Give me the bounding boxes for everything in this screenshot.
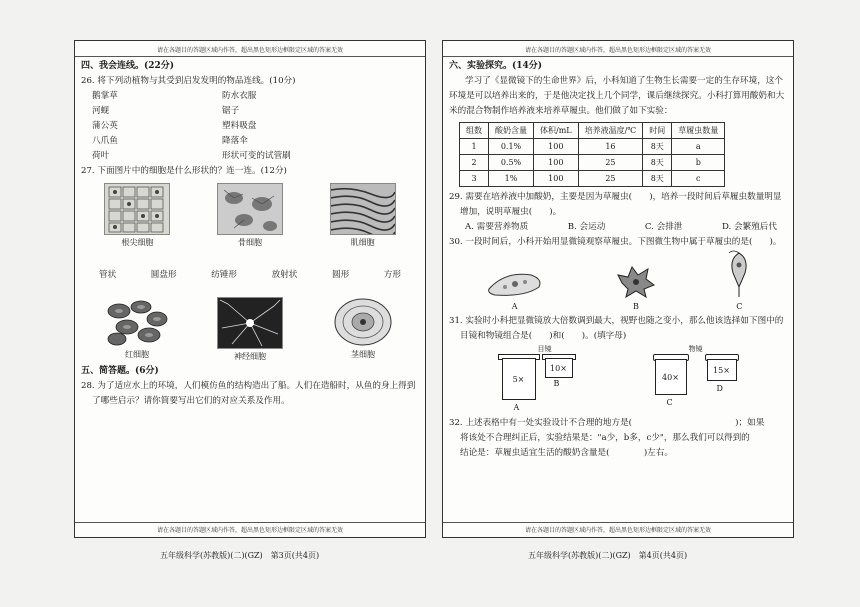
root-tip-cell-image bbox=[104, 183, 170, 235]
nerve-cell-image bbox=[217, 297, 283, 349]
table-cell: c bbox=[672, 171, 725, 187]
eyepiece-group bbox=[474, 346, 594, 416]
shape-option: 纺锤形 bbox=[211, 270, 237, 280]
table-header-cell: 酸奶含量 bbox=[489, 123, 534, 139]
cell-label: 神经细胞 bbox=[234, 352, 266, 361]
lens-magnification: 15× bbox=[713, 365, 730, 375]
question-32-line-2: 将该处不合理纠正后，实验结果是："a少，b多，c少"，那么我们可以得到的 bbox=[460, 433, 750, 443]
match-right-item: 降落伞 bbox=[222, 136, 248, 146]
question-32-line-3: 结论是：草履虫适宜生活的酸奶含量是( )左右。 bbox=[460, 448, 673, 458]
objective-c bbox=[655, 359, 687, 395]
section-4-title: 四、我会连线。(22分) bbox=[81, 61, 175, 71]
exam-page-3 bbox=[74, 40, 426, 538]
table-cell: 1 bbox=[460, 139, 489, 155]
match-left-item: 河蚬 bbox=[92, 106, 110, 116]
table-header-cell: 体积/mL bbox=[534, 123, 579, 139]
shape-option: 管状 bbox=[99, 270, 117, 280]
table-header-cell: 草履虫数量 bbox=[672, 123, 725, 139]
stem-cell-image bbox=[331, 297, 395, 347]
objective-d bbox=[707, 359, 737, 381]
cell-images-bottom bbox=[81, 297, 419, 364]
cell-label: 红细胞 bbox=[125, 350, 149, 359]
option-b: B. 会运动 bbox=[567, 222, 606, 232]
match-right-item: 防水衣服 bbox=[222, 91, 257, 101]
lens-diagram bbox=[449, 346, 787, 416]
table-header-cell: 培养液温度/℃ bbox=[578, 123, 643, 139]
table-cell: a bbox=[672, 139, 725, 155]
answer-area-notice-top: 请在各题目的答题区域内作答，超出黑色矩形边框限定区域的答案无效 bbox=[443, 45, 793, 57]
cell-label: 肌细胞 bbox=[350, 238, 375, 247]
lens-magnification: 40× bbox=[662, 372, 679, 382]
shape-option: 圆形 bbox=[331, 270, 350, 280]
table-cell: 8天 bbox=[643, 155, 672, 171]
page-4-footer: 五年级科学(苏教版)(二)(GZ) 第4页(共4页) bbox=[528, 551, 688, 560]
section-6-title: 六、实验探究。(14分) bbox=[449, 61, 543, 71]
match-right-item: 形状可变的试管刷 bbox=[222, 151, 291, 161]
table-cell: 25 bbox=[578, 155, 643, 171]
question-28: 28. 为了适应水上的环境，人们模仿鱼的结构造出了船。人们在造船时，从鱼的身上得到了哪些启示？请你简要写出它们的对应关系及作用。 bbox=[81, 381, 416, 406]
table-header-row bbox=[460, 123, 725, 139]
eyepiece-b bbox=[545, 358, 573, 378]
experiment-table bbox=[459, 122, 725, 187]
match-left-item: 蒲公英 bbox=[92, 121, 118, 131]
table-row bbox=[460, 139, 725, 155]
question-29: 29. 需要在培养液中加酸奶，主要是因为草履虫( )，培养一段时间后草履虫数量明显增加，说明草履虫( )。 bbox=[449, 192, 782, 217]
page-3-footer: 五年级科学(苏教版)(二)(GZ) 第3页(共4页) bbox=[160, 551, 320, 560]
question-32-line-1: 32. 上述表格中有一处实验设计不合理的地方是( )；如果 bbox=[449, 418, 765, 428]
eyepiece-label: 目镜 bbox=[537, 345, 552, 353]
amoeba-image bbox=[616, 265, 656, 299]
option-c: C. 会排泄 bbox=[644, 222, 683, 232]
table-cell: 0.5% bbox=[489, 155, 534, 171]
question-30: 30. 一段时间后，小科开始用显微镜观察草履虫。下图微生物中属于草履虫的是( )。 bbox=[449, 237, 782, 247]
table-cell: 100 bbox=[534, 139, 579, 155]
question-29-options bbox=[449, 220, 787, 235]
euglena-image bbox=[727, 249, 751, 299]
section-5-title: 五、简答题。(6分) bbox=[81, 366, 159, 376]
red-blood-cell-image bbox=[105, 297, 169, 347]
answer-area-notice-bottom: 请在各题目的答题区域内作答，超出黑色矩形边框限定区域的答案无效 bbox=[75, 522, 425, 534]
lens-id: C bbox=[666, 398, 673, 407]
match-right-item: 塑料吸盘 bbox=[222, 121, 257, 131]
question-26: 26. 将下列动植物与其受到启发发明的物品连线。(10分) bbox=[81, 76, 296, 86]
question-27: 27. 下面图片中的细胞是什么形状的？连一连。(12分) bbox=[81, 166, 287, 176]
cell-label: 骨细胞 bbox=[237, 238, 262, 247]
table-cell: 3 bbox=[460, 171, 489, 187]
table-cell: 100 bbox=[534, 171, 579, 187]
exam-page-4 bbox=[442, 40, 794, 538]
microorganism-images bbox=[449, 256, 787, 314]
table-cell: 0.1% bbox=[489, 139, 534, 155]
objective-label: 物镜 bbox=[688, 345, 703, 353]
question-31: 31. 实验时小科把显微镜放大倍数调到最大，视野也随之变小，那么他该选择如下图中的目镜和物镜组合是( )和( )。(填字母) bbox=[449, 316, 784, 341]
table-cell: 16 bbox=[578, 139, 643, 155]
match-left-item: 荷叶 bbox=[92, 151, 110, 161]
match-left-item: 八爪鱼 bbox=[92, 136, 118, 146]
table-cell: b bbox=[672, 155, 725, 171]
matching-list bbox=[81, 89, 419, 164]
table-header-cell: 组数 bbox=[460, 123, 489, 139]
table-header-cell: 时间 bbox=[643, 123, 672, 139]
paramecium-image bbox=[485, 269, 545, 299]
organism-label: B bbox=[633, 302, 639, 311]
table-row bbox=[460, 171, 725, 187]
cell-label: 根尖细胞 bbox=[121, 238, 154, 247]
shape-option: 方形 bbox=[383, 270, 401, 280]
table-cell: 8天 bbox=[643, 139, 672, 155]
organism-label: A bbox=[511, 302, 518, 311]
option-d: D. 会繁殖后代 bbox=[721, 222, 777, 232]
cell-label: 茎细胞 bbox=[351, 350, 375, 359]
experiment-intro: 学习了《显微镜下的生命世界》后，小科知道了生物生长需要一定的生存环境，这个环境是可以培养出来的，于是他决定找上几个同学，课后继续探究。小科打算用酸奶和大米的混合物制作培养液来培养草履虫。他们做了如下实验： bbox=[449, 76, 785, 116]
match-right-item: 锯子 bbox=[222, 106, 240, 116]
answer-area-notice-bottom: 请在各题目的答题区域内作答，超出黑色矩形边框限定区域的答案无效 bbox=[443, 522, 793, 534]
muscle-cell-image bbox=[330, 183, 396, 235]
lens-id: D bbox=[716, 384, 723, 393]
lens-magnification: 5× bbox=[512, 374, 525, 384]
table-cell: 2 bbox=[460, 155, 489, 171]
option-a: A. 需要营养物质 bbox=[465, 222, 529, 232]
lens-id: A bbox=[513, 403, 520, 412]
table-cell: 100 bbox=[534, 155, 579, 171]
answer-area-notice-top: 请在各题目的答题区域内作答，超出黑色矩形边框限定区域的答案无效 bbox=[75, 45, 425, 57]
shape-option: 放射状 bbox=[271, 270, 298, 280]
table-row bbox=[460, 155, 725, 171]
match-left-item: 鹅掌草 bbox=[92, 91, 118, 101]
table-cell: 25 bbox=[578, 171, 643, 187]
shape-option: 圆盘形 bbox=[150, 270, 177, 280]
shape-options bbox=[81, 268, 419, 283]
lens-id: B bbox=[553, 379, 560, 388]
table-cell: 8天 bbox=[643, 171, 672, 187]
bone-cell-image bbox=[217, 183, 283, 235]
organism-label: C bbox=[736, 302, 743, 311]
objective-group bbox=[643, 346, 763, 416]
cell-images-top bbox=[81, 183, 419, 250]
eyepiece-a bbox=[502, 358, 536, 400]
lens-magnification: 10× bbox=[550, 363, 567, 373]
table-cell: 1% bbox=[489, 171, 534, 187]
